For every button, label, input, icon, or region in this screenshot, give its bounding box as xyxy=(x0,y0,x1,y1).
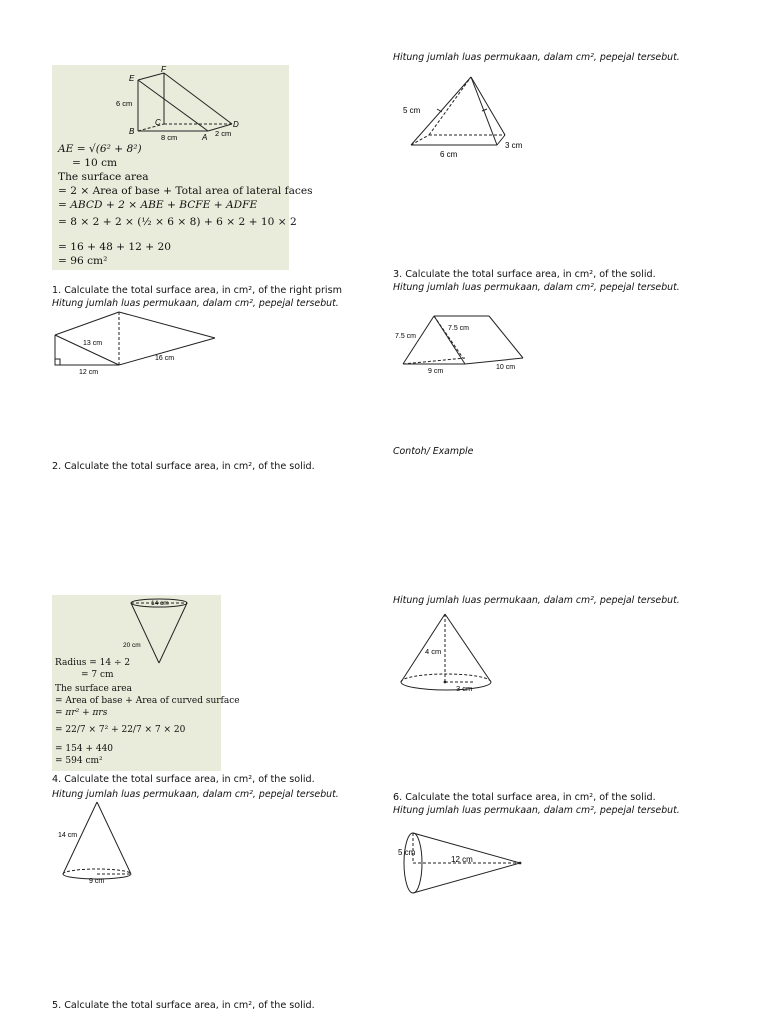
label-base: 6 cm xyxy=(440,150,458,159)
label-d: D xyxy=(233,120,239,129)
question-5-cone-diagram xyxy=(393,610,503,696)
label-diameter: 14 cm xyxy=(151,600,169,607)
label-length: 16 cm xyxy=(155,355,175,362)
example-2-line: Radius = 14 ÷ 2 xyxy=(55,658,131,668)
label-c: C xyxy=(155,118,161,127)
example-1-line: = 8 × 2 + 2 × (½ × 6 × 8) + 6 × 2 + 10 × 2 xyxy=(58,216,297,228)
label-radius: 5 cm xyxy=(398,848,416,857)
example-2-line: = πr² + πrs xyxy=(55,708,108,718)
question-5-translation: Hitung jumlah luas permukaan, dalam cm², pepejal tersebut. xyxy=(393,595,680,606)
label-f: F xyxy=(161,65,166,74)
question-1-prism-diagram xyxy=(52,310,222,376)
label-slant: 20 cm xyxy=(123,642,141,649)
label-a: A xyxy=(202,133,208,140)
label-base: 8 cm xyxy=(161,133,178,140)
question-6-translation: Hitung jumlah luas permukaan, dalam cm², pepejal tersebut. xyxy=(393,805,680,816)
question-1-text: 1. Calculate the total surface area, in cm², of the right prism xyxy=(52,285,342,296)
example-1-prism-diagram xyxy=(52,65,289,140)
example-2-line: = 154 + 440 xyxy=(55,744,114,754)
question-3-translation: Hitung jumlah luas permukaan, dalam cm², pepejal tersebut. xyxy=(393,282,680,293)
question-6-text: 6. Calculate the total surface area, in cm², of the solid. xyxy=(393,792,656,803)
question-3-text: 3. Calculate the total surface area, in cm², of the solid. xyxy=(393,269,656,280)
example-label: Contoh/ Example xyxy=(393,446,474,457)
question-4-text: 4. Calculate the total surface area, in cm², of the solid. xyxy=(52,774,315,785)
question-3-prism-diagram xyxy=(393,306,533,376)
example-2-line: = 594 cm² xyxy=(55,756,103,766)
example-1-image xyxy=(52,65,313,270)
label-length: 3 cm xyxy=(505,141,523,150)
question-2-translation: Hitung jumlah luas permukaan, dalam cm², pepejal tersebut. xyxy=(393,52,680,63)
example-2-line: = 7 cm xyxy=(81,670,114,680)
label-slant: 14 cm xyxy=(58,832,78,839)
label-base: 12 cm xyxy=(79,369,99,376)
example-1-line: = 10 cm xyxy=(72,157,118,169)
label-radius: 3 cm xyxy=(456,684,473,693)
question-5-text: 5. Calculate the total surface area, in cm², of the solid. xyxy=(52,1000,315,1011)
example-1-line: = ABCD + 2 × ABE + BCFE + ADFE xyxy=(58,199,258,211)
label-length: 10 cm xyxy=(496,364,516,371)
question-2-text: 2. Calculate the total surface area, in cm², of the solid. xyxy=(52,461,315,472)
label-side: 5 cm xyxy=(403,106,421,115)
example-1-line: = 16 + 48 + 12 + 20 xyxy=(58,241,171,253)
example-1-line: = 96 cm² xyxy=(58,255,108,267)
label-right: 7.5 cm xyxy=(448,325,470,332)
question-2-prism-diagram xyxy=(393,72,533,162)
question-4-cone-diagram xyxy=(52,800,142,888)
question-4-translation: Hitung jumlah luas permukaan, dalam cm², pepejal tersebut. xyxy=(52,789,339,800)
question-6-cone-diagram xyxy=(393,826,528,900)
label-e: E xyxy=(129,74,135,83)
label-left: 7.5 cm xyxy=(395,333,417,340)
label-base: 9 cm xyxy=(89,878,105,885)
example-2-line: = Area of base + Area of curved surface xyxy=(55,696,240,706)
label-slant: 13 cm xyxy=(83,340,103,347)
label-depth: 2 cm xyxy=(215,129,232,138)
question-1-translation: Hitung jumlah luas permukaan, dalam cm², pepejal tersebut. xyxy=(52,298,339,309)
label-b: B xyxy=(129,127,135,136)
example-1-line: AE = √(6² + 8²) xyxy=(58,143,142,155)
example-2-image xyxy=(52,595,240,771)
label-base: 9 cm xyxy=(428,368,444,375)
label-height: 6 cm xyxy=(116,99,133,108)
label-height: 4 cm xyxy=(425,647,442,656)
example-2-line: The surface area xyxy=(55,684,132,694)
example-2-cone-diagram xyxy=(52,595,221,665)
example-2-line: = 22/7 × 7² + 22/7 × 7 × 20 xyxy=(55,725,186,735)
example-1-line: The surface area xyxy=(58,171,149,183)
label-length: 12 cm xyxy=(451,855,473,864)
example-1-line: = 2 × Area of base + Total area of lateral faces xyxy=(58,185,313,197)
